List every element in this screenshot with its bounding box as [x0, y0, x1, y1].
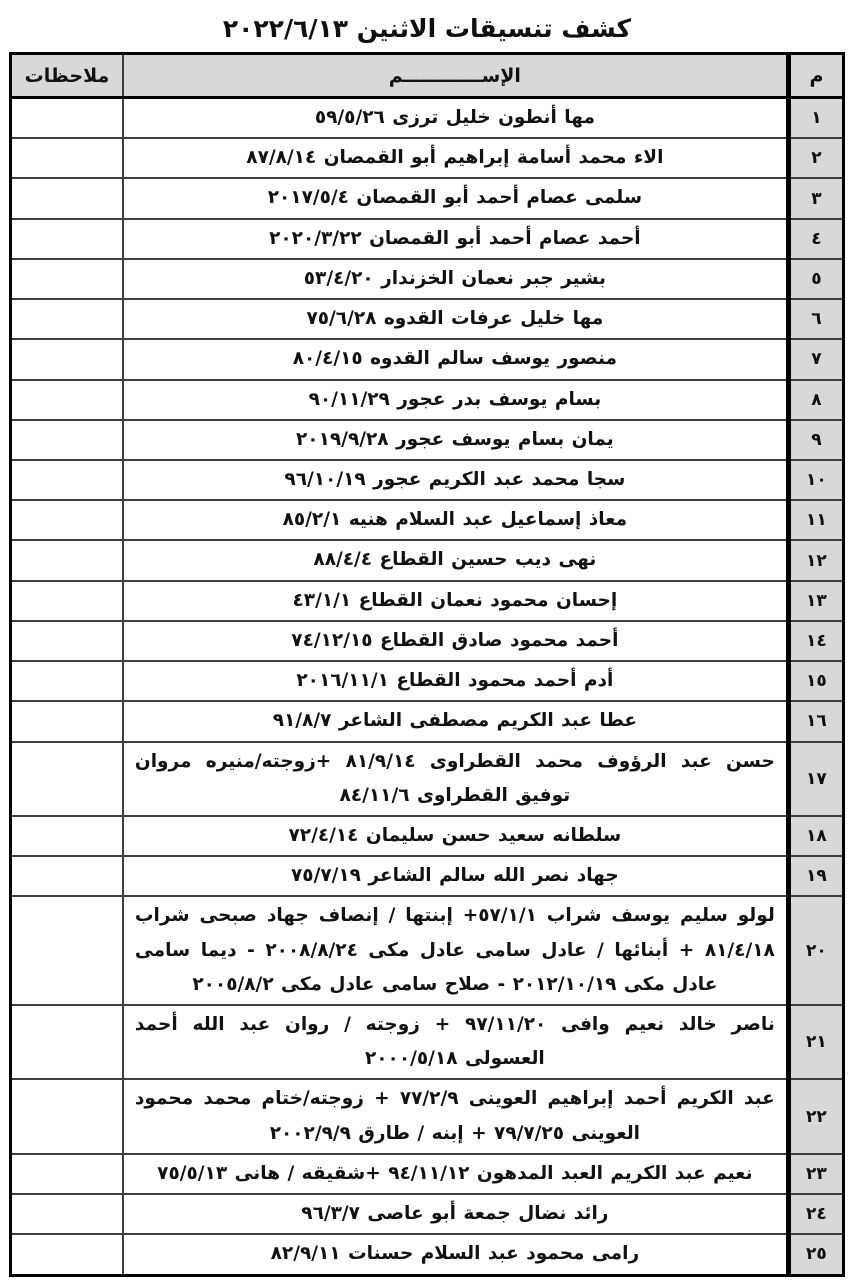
row-notes-cell — [11, 98, 123, 139]
row-notes-cell — [11, 856, 123, 896]
coordination-roster-table — [9, 52, 845, 1277]
row-serial-cell: ١٦ — [788, 701, 843, 741]
row-serial-cell: ١٣ — [788, 581, 843, 621]
row-name-cell: سجا محمد عبد الكريم عجور ٩٦/١٠/١٩ — [123, 460, 788, 500]
row-name-cell: بسام يوسف بدر عجور ٩٠/١١/٢٩ — [123, 380, 788, 420]
row-name-cell: عبد الكريم أحمد إبراهيم العوينى ٧٧/٢/٩ + زوجته/ختام محمد محمود العوينى ٧٩/٧/٢٥ + إبنه / طارق ٢٠٠٢/٩/٩ — [123, 1079, 788, 1153]
row-serial-cell: ٩ — [788, 420, 843, 460]
row-notes-cell — [11, 701, 123, 741]
table-row — [11, 178, 844, 218]
row-name-cell: أحمد محمود صادق القطاع ٧٤/١٢/١٥ — [123, 621, 788, 661]
row-name-cell: رامى محمود عبد السلام حسنات ٨٢/٩/١١ — [123, 1234, 788, 1275]
table-row — [11, 1194, 844, 1234]
table-row — [11, 701, 844, 741]
row-name-cell: بشير جبر نعمان الخزندار ٥٣/٤/٢٠ — [123, 259, 788, 299]
row-notes-cell — [11, 339, 123, 379]
table-row — [11, 581, 844, 621]
row-name-cell: مها خليل عرفات القدوه ٧٥/٦/٢٨ — [123, 299, 788, 339]
row-name-cell: نعيم عبد الكريم العبد المدهون ٩٤/١١/١٢ +شقيقه / هانى ٧٥/٥/١٣ — [123, 1154, 788, 1194]
row-serial-cell: ١٤ — [788, 621, 843, 661]
table-row — [11, 98, 844, 139]
table-row — [11, 138, 844, 178]
row-notes-cell — [11, 621, 123, 661]
row-serial-cell: ٢١ — [788, 1005, 843, 1079]
row-notes-cell — [11, 1154, 123, 1194]
row-serial-cell: ١٧ — [788, 742, 843, 816]
row-serial-cell: ٦ — [788, 299, 843, 339]
row-notes-cell — [11, 1005, 123, 1079]
row-name-cell: ناصر خالد نعيم وافى ٩٧/١١/٢٠ + زوجته / روان عبد الله أحمد العسولى ٢٠٠٠/٥/١٨ — [123, 1005, 788, 1079]
row-name-cell: عطا عبد الكريم مصطفى الشاعر ٩١/٨/٧ — [123, 701, 788, 741]
table-row — [11, 420, 844, 460]
row-notes-cell — [11, 299, 123, 339]
row-notes-cell — [11, 219, 123, 259]
table-row — [11, 621, 844, 661]
table-row — [11, 259, 844, 299]
table-row — [11, 219, 844, 259]
row-serial-cell: ٢٥ — [788, 1234, 843, 1275]
row-name-cell: مها أنطون خليل ترزى ٥٩/٥/٢٦ — [123, 98, 788, 139]
row-name-cell: رائد نضال جمعة أبو عاصى ٩٦/٣/٧ — [123, 1194, 788, 1234]
row-name-cell: منصور يوسف سالم القدوه ٨٠/٤/١٥ — [123, 339, 788, 379]
row-serial-cell: ١ — [788, 98, 843, 139]
row-name-cell: سلطانه سعيد حسن سليمان ٧٢/٤/١٤ — [123, 816, 788, 856]
row-serial-cell: ٥ — [788, 259, 843, 299]
row-notes-cell — [11, 1234, 123, 1275]
row-notes-cell — [11, 1194, 123, 1234]
table-row — [11, 1234, 844, 1275]
header-serial-column: م — [788, 54, 843, 98]
row-name-cell: الاء محمد أسامة إبراهيم أبو القمصان ٨٧/٨/١٤ — [123, 138, 788, 178]
row-name-cell: إحسان محمود نعمان القطاع ٤٣/١/١ — [123, 581, 788, 621]
row-notes-cell — [11, 896, 123, 1005]
row-serial-cell: ٣ — [788, 178, 843, 218]
table-row — [11, 299, 844, 339]
table-row — [11, 742, 844, 816]
row-name-cell: جهاد نصر الله سالم الشاعر ٧٥/٧/١٩ — [123, 856, 788, 896]
table-header-row — [11, 54, 844, 98]
row-notes-cell — [11, 1079, 123, 1153]
row-serial-cell: ٢٤ — [788, 1194, 843, 1234]
table-row — [11, 460, 844, 500]
row-serial-cell: ٢٠ — [788, 896, 843, 1005]
row-name-cell: نهى ديب حسين القطاع ٨٨/٤/٤ — [123, 540, 788, 580]
row-serial-cell: ١٩ — [788, 856, 843, 896]
row-name-cell: أحمد عصام أحمد أبو القمصان ٢٠٢٠/٣/٢٢ — [123, 219, 788, 259]
row-serial-cell: ٤ — [788, 219, 843, 259]
row-serial-cell: ٨ — [788, 380, 843, 420]
table-row — [11, 896, 844, 1005]
row-serial-cell: ٢٢ — [788, 1079, 843, 1153]
row-notes-cell — [11, 661, 123, 701]
row-serial-cell: ١٥ — [788, 661, 843, 701]
row-notes-cell — [11, 500, 123, 540]
row-serial-cell: ٢٣ — [788, 1154, 843, 1194]
row-notes-cell — [11, 460, 123, 500]
row-notes-cell — [11, 138, 123, 178]
row-serial-cell: ١٢ — [788, 540, 843, 580]
row-serial-cell: ١٠ — [788, 460, 843, 500]
table-body — [11, 98, 844, 1276]
table-row — [11, 1154, 844, 1194]
table-row — [11, 540, 844, 580]
row-name-cell: حسن عبد الرؤوف محمد القطراوى ٨١/٩/١٤ +زوجته/منيره مروان توفيق القطراوى ٨٤/١١/٦ — [123, 742, 788, 816]
row-name-cell: سلمى عصام أحمد أبو القمصان ٢٠١٧/٥/٤ — [123, 178, 788, 218]
row-serial-cell: ٢ — [788, 138, 843, 178]
row-notes-cell — [11, 742, 123, 816]
row-notes-cell — [11, 420, 123, 460]
header-notes-column: ملاحظات — [11, 54, 123, 98]
row-notes-cell — [11, 380, 123, 420]
header-name-column: الإســــــــــــم — [123, 54, 788, 98]
row-name-cell: يمان بسام يوسف عجور ٢٠١٩/٩/٢٨ — [123, 420, 788, 460]
row-name-cell: لولو سليم يوسف شراب ٥٧/١/١+ إبنتها / إنصاف جهاد صبحى شراب ٨١/٤/١٨ + أبنائها / عادل سامى عادل مكى ٢٠٠٨/٨/٢٤ - ديما سامى عادل مكى ٢٠١٢/١٠/١٩ - صلاح سامى عادل مكى ٢٠٠٥/٨/٢ — [123, 896, 788, 1005]
table-row — [11, 661, 844, 701]
table-row — [11, 856, 844, 896]
table-row — [11, 816, 844, 856]
row-notes-cell — [11, 178, 123, 218]
row-serial-cell: ١٨ — [788, 816, 843, 856]
row-notes-cell — [11, 581, 123, 621]
row-notes-cell — [11, 816, 123, 856]
row-name-cell: أدم أحمد محمود القطاع ٢٠١٦/١١/١ — [123, 661, 788, 701]
table-row — [11, 380, 844, 420]
row-serial-cell: ٧ — [788, 339, 843, 379]
table-row — [11, 500, 844, 540]
row-serial-cell: ١١ — [788, 500, 843, 540]
table-row — [11, 1005, 844, 1079]
table-row — [11, 1079, 844, 1153]
row-name-cell: معاذ إسماعيل عبد السلام هنيه ٨٥/٢/١ — [123, 500, 788, 540]
row-notes-cell — [11, 259, 123, 299]
row-notes-cell — [11, 540, 123, 580]
table-row — [11, 339, 844, 379]
document-title: كشف تنسيقات الاثنين ٢٠٢٢/٦/١٣ — [222, 14, 632, 43]
